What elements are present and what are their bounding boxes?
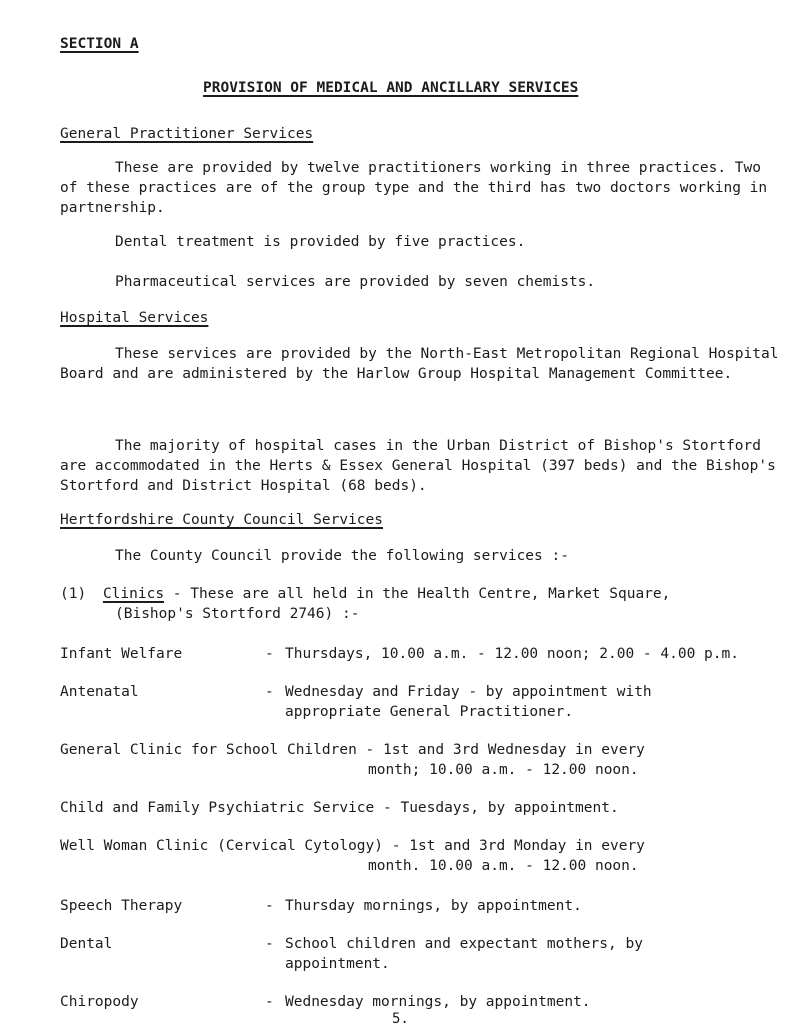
school-clinic-text: - 1st and 3rd Wednesday in every [365, 742, 645, 758]
antenatal-label: Antenatal [60, 684, 139, 700]
gp-paragraph-2: Dental treatment is provided by five practices. [115, 234, 526, 250]
infant-welfare-text: Thursdays, 10.00 a.m. - 12.00 noon; 2.00 - 4.00 p.m. [285, 646, 739, 662]
speech-therapy-text: Thursday mornings, by appointment. [285, 898, 582, 914]
school-clinic-label: General Clinic for School Children [60, 742, 357, 758]
well-woman-label: Well Woman Clinic (Cervical Cytology) [60, 838, 384, 854]
dental-text: School children and expectant mothers, by appointment. [285, 936, 643, 972]
clinics-number: (1) [60, 586, 87, 602]
clinics-phone: (Bishop's Stortford 2746) :- [115, 606, 360, 622]
hospital-paragraph-1-text: These services are provided by the North-East Metropolitan Regional Hospital Board and are administered by the Harlow Group Hospital Management Committee. [60, 346, 779, 382]
clinics-label: Clinics [102, 586, 165, 602]
county-intro: The County Council provide the following services :- [115, 548, 569, 564]
antenatal-text: Wednesday and Friday - by appointment with appropriate General Practitioner. [285, 684, 652, 720]
clinics-item [60, 584, 670, 604]
hospital-paragraph-2 [60, 436, 780, 496]
hospital-heading: Hospital Services [60, 310, 209, 326]
chiropody-text: Wednesday mornings, by appointment. [285, 994, 591, 1010]
antenatal-dash: - [265, 684, 274, 700]
gp-paragraph-3: Pharmaceutical services are provided by seven chemists. [115, 274, 596, 290]
speech-therapy-label: Speech Therapy [60, 898, 183, 914]
infant-welfare-label: Infant Welfare [60, 646, 183, 662]
gp-paragraph-1 [60, 158, 780, 218]
speech-therapy-dash: - [265, 898, 274, 914]
well-woman-time: month. 10.00 a.m. - 12.00 noon. [368, 858, 639, 874]
chiropody-label: Chiropody [60, 994, 139, 1010]
gp-heading: General Practitioner Services [60, 126, 314, 142]
page-title: PROVISION OF MEDICAL AND ANCILLARY SERVICES [203, 80, 579, 96]
chiropody-dash: - [265, 994, 274, 1010]
school-clinic-time: month; 10.00 a.m. - 12.00 noon. [368, 762, 639, 778]
hospital-paragraph-1 [60, 344, 780, 384]
dental-label: Dental [60, 936, 113, 952]
well-woman-row [60, 836, 645, 856]
clinics-text: - These are all held in the Health Centre, Market Square, [172, 586, 671, 602]
child-family-psychiatric-row: Child and Family Psychiatric Service - Tuesdays, by appointment. [60, 800, 619, 816]
gp-paragraph-1-text: These are provided by twelve practitioners working in three practices. Two of these practices are of the group type and the third has two doctors working in partnership. [60, 160, 768, 216]
county-heading: Hertfordshire County Council Services [60, 512, 384, 528]
dental-dash: - [265, 936, 274, 952]
school-clinic-row [60, 740, 645, 760]
hospital-paragraph-2-text: The majority of hospital cases in the Urban District of Bishop's Stortford are accommodated in the Herts & Essex General Hospital (397 beds) and the Bishop's Stortford and District Hospital (68 beds). [60, 438, 776, 494]
page-number: 5. [392, 1011, 409, 1027]
infant-welfare-dash: - [265, 646, 274, 662]
section-label: SECTION A [60, 36, 139, 52]
well-woman-text: - 1st and 3rd Monday in every [391, 838, 645, 854]
